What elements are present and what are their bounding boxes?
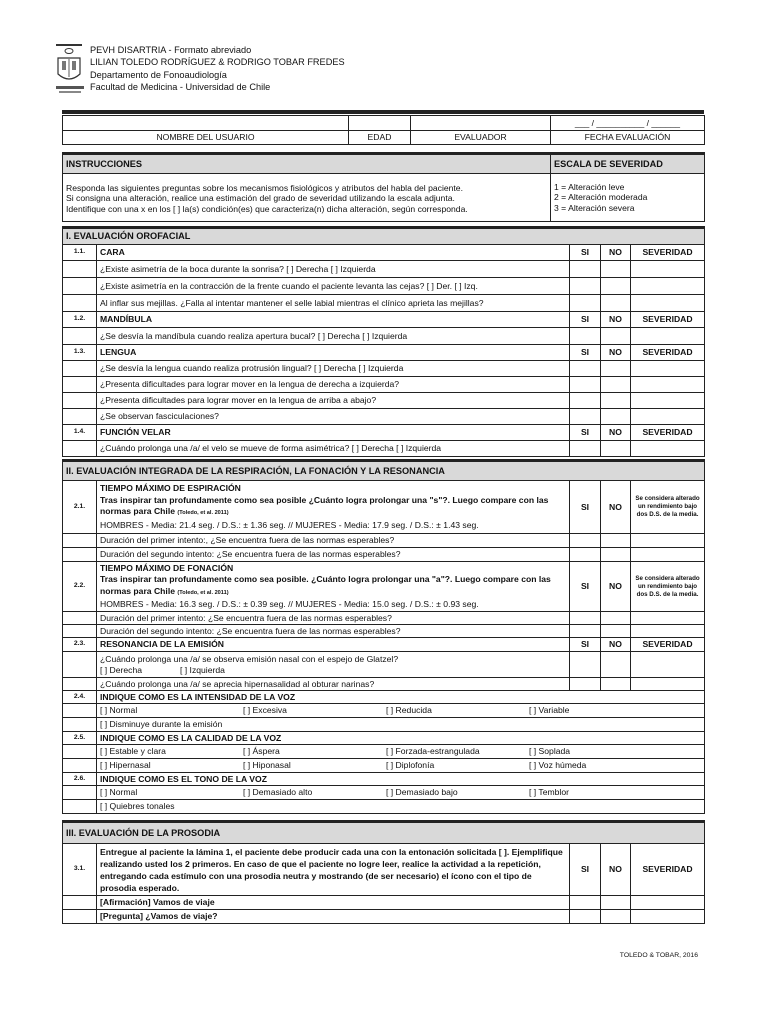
si-cell[interactable] <box>570 534 601 548</box>
question: ¿Presenta dificultades para lograr mover en la lengua de derecha a izquierda? <box>97 377 570 393</box>
severity-cell[interactable] <box>631 295 705 312</box>
item-number: 3.1. <box>63 844 97 896</box>
item-title: TIEMPO MÁXIMO DE ESPIRACIÓN <box>100 483 241 493</box>
severity-cell[interactable] <box>631 441 705 457</box>
si-cell[interactable] <box>570 361 601 377</box>
severity-cell[interactable] <box>631 910 705 924</box>
no-header: NO <box>601 345 631 361</box>
severity-cell[interactable] <box>631 678 705 691</box>
option-checkbox[interactable]: [ ] Temblor <box>529 787 569 798</box>
question: ¿Se desvía la lengua cuando realiza protrusión lingual? [ ] Derecha [ ] Izquierda <box>97 361 570 377</box>
no-cell[interactable] <box>601 261 631 278</box>
age-field[interactable] <box>349 116 411 131</box>
section-title: I. EVALUACIÓN OROFACIAL <box>63 228 705 245</box>
header-line-2: LILIAN TOLEDO RODRÍGUEZ & RODRIGO TOBAR FREDES <box>90 57 345 68</box>
item-instruction: Tras inspirar tan profundamente como sea posible ¿Cuánto logra prolongar una "s"?. Luego compare con las normas para Chile <box>100 494 549 516</box>
no-cell[interactable] <box>601 441 631 457</box>
no-cell[interactable] <box>601 409 631 425</box>
section-title: II. EVALUACIÓN INTEGRADA DE LA RESPIRACIÓN, LA FONACIÓN Y LA RESONANCIA <box>63 461 705 481</box>
no-cell[interactable] <box>601 295 631 312</box>
si-cell[interactable] <box>570 261 601 278</box>
option-checkbox[interactable]: [ ] Estable y clara <box>100 746 166 757</box>
no-cell[interactable] <box>601 328 631 345</box>
university-logo <box>56 44 86 96</box>
si-header: SI <box>570 312 601 328</box>
question: ¿Cuándo prolonga una /a/ se observa emisión nasal con el espejo de Glatzel? <box>100 654 399 664</box>
item-title: CARA <box>97 245 570 261</box>
question: ¿Existe asimetría de la boca durante la sonrisa? [ ] Derecha [ ] Izquierda <box>97 261 570 278</box>
section-prosodia <box>62 820 705 924</box>
option-checkbox[interactable]: [ ] Áspera <box>243 746 280 757</box>
severity-cell[interactable] <box>631 261 705 278</box>
item-number: 1.2. <box>63 312 97 328</box>
severity-cell[interactable] <box>631 625 705 638</box>
question: ¿Existe asimetría en la contracción de la frente cuando el paciente levanta las cejas? [ ] Der. [ ] Izq. <box>97 278 570 295</box>
instructions-title: INSTRUCCIONES <box>63 154 551 174</box>
severity-cell[interactable] <box>631 328 705 345</box>
item-number: 1.4. <box>63 425 97 441</box>
option-checkbox[interactable]: [ ] Soplada <box>529 746 571 757</box>
option-checkbox[interactable]: [ ] Excesiva <box>243 705 287 716</box>
item-title: INDIQUE COMO ES LA INTENSIDAD DE LA VOZ <box>97 691 705 704</box>
evaluator-field[interactable] <box>411 116 551 131</box>
question: Duración del segundo intento: ¿Se encuentra fuera de las normas esperables? <box>97 548 570 562</box>
item-title: TIEMPO MÁXIMO DE FONACIÓN <box>100 562 234 573</box>
citation: (Toledo, et al. 2011) <box>177 589 229 596</box>
header-line-1: PEVH DISARTRIA - Formato abreviado <box>90 45 252 55</box>
si-cell[interactable] <box>570 377 601 393</box>
si-cell[interactable] <box>570 612 601 625</box>
section-title: III. EVALUACIÓN DE LA PROSODIA <box>63 822 705 844</box>
item-number: 2.6. <box>63 773 97 786</box>
question: ¿Se observan fasciculaciones? <box>97 409 570 425</box>
norms: HOMBRES - Media: 16.3 seg. / D.S.: ± 0.39 seg. // MUJERES - Media: 15.0 seg. / D.S.: ± 0.93 seg. <box>100 599 479 609</box>
item-number: 2.5. <box>63 732 97 745</box>
option-checkbox[interactable]: [ ] Demasiado bajo <box>386 787 458 798</box>
name-field[interactable] <box>63 116 349 131</box>
si-cell[interactable] <box>570 625 601 638</box>
no-cell[interactable] <box>601 910 631 924</box>
si-cell[interactable] <box>570 652 601 678</box>
label-evaluador: EVALUADOR <box>411 131 551 145</box>
si-header: SI <box>570 425 601 441</box>
checkbox-derecha[interactable]: [ ] Derecha <box>100 664 143 675</box>
header-line-4: Facultad de Medicina - Universidad de Chile <box>90 81 271 92</box>
item-title: FUNCIÓN VELAR <box>97 425 570 441</box>
prosody-item: [Afirmación] Vamos de viaje <box>97 896 570 910</box>
norm-note: Se considera alterado un rendimiento bajo dos D.S. de la media. <box>631 481 705 534</box>
severity-cell[interactable] <box>631 652 705 678</box>
question: ¿Se desvía la mandíbula cuando realiza apertura bucal? [ ] Derecha [ ] Izquierda <box>97 328 570 345</box>
item-title: INDIQUE COMO ES LA CALIDAD DE LA VOZ <box>97 732 705 745</box>
si-cell[interactable] <box>570 441 601 457</box>
no-cell[interactable] <box>601 361 631 377</box>
no-header: NO <box>601 312 631 328</box>
no-header: NO <box>601 425 631 441</box>
prosody-item: [Pregunta] ¿Vamos de viaje? <box>97 910 570 924</box>
severidad-header: SEVERIDAD <box>631 844 705 896</box>
question: ¿Cuándo prolonga una /a/ el velo se mueve de forma asimétrica? [ ] Derecha [ ] Izquierda <box>97 441 570 457</box>
no-header: NO <box>601 844 631 896</box>
option-checkbox[interactable]: [ ] Reducida <box>386 705 432 716</box>
question: Duración del segundo intento: ¿Se encuentra fuera de las normas esperables? <box>97 625 570 638</box>
item-number: 2.2. <box>63 562 97 612</box>
question: Duración del primer intento:, ¿Se encuentra fuera de las normas esperables? <box>97 534 570 548</box>
question: ¿Presenta dificultades para lograr mover en la lengua de arriba a abajo? <box>97 393 570 409</box>
scale-item: 2 = Alteración moderada <box>554 192 648 203</box>
item-title: LENGUA <box>97 345 570 361</box>
severity-cell[interactable] <box>631 534 705 548</box>
severity-cell[interactable] <box>631 278 705 295</box>
section-respiracion-fonacion <box>62 459 705 814</box>
severidad-header: SEVERIDAD <box>631 312 705 328</box>
option-checkbox[interactable]: [ ] Variable <box>529 705 570 716</box>
norm-note: Se considera alterado un rendimiento bajo dos D.S. de la media. <box>631 562 705 612</box>
instructions-table <box>62 152 705 222</box>
severity-cell[interactable] <box>631 612 705 625</box>
severity-cell[interactable] <box>631 377 705 393</box>
severidad-header: SEVERIDAD <box>631 425 705 441</box>
severity-cell[interactable] <box>631 409 705 425</box>
no-cell[interactable] <box>601 548 631 562</box>
si-cell[interactable] <box>570 910 601 924</box>
item-number: 1.3. <box>63 345 97 361</box>
si-cell[interactable] <box>570 393 601 409</box>
scale-item: 3 = Alteración severa <box>554 202 635 213</box>
option-checkbox[interactable]: [ ] Voz húmeda <box>529 760 587 771</box>
question: Duración del primer intento: ¿Se encuentra fuera de las normas esperables? <box>97 612 570 625</box>
no-cell[interactable] <box>601 625 631 638</box>
option-checkbox[interactable]: [ ] Normal <box>100 705 138 716</box>
si-cell[interactable] <box>570 678 601 691</box>
option-checkbox[interactable]: [ ] Forzada-estrangulada <box>386 746 480 757</box>
severity-cell[interactable] <box>631 548 705 562</box>
no-cell[interactable] <box>601 377 631 393</box>
no-header: NO <box>601 245 631 261</box>
option-checkbox[interactable]: [ ] Quiebres tonales <box>100 801 175 812</box>
label-edad: EDAD <box>349 131 411 145</box>
severidad-header: SEVERIDAD <box>631 638 705 652</box>
instruction-line: Responda las siguientes preguntas sobre los mecanismos fisiológicos y atributos del habla del paciente. <box>66 182 463 193</box>
scale-item: 1 = Alteración leve <box>554 181 625 192</box>
citation: (Toledo, et al. 2011) <box>177 510 229 516</box>
severity-cell[interactable] <box>631 393 705 409</box>
no-cell[interactable] <box>601 534 631 548</box>
item-number: 2.1. <box>63 481 97 534</box>
no-header: NO <box>601 638 631 652</box>
no-cell[interactable] <box>601 652 631 678</box>
no-cell[interactable] <box>601 612 631 625</box>
si-cell[interactable] <box>570 295 601 312</box>
question: ¿Cuándo prolonga una /a/ se aprecia hipernasalidad al obturar narinas? <box>97 678 570 691</box>
item-number: 1.1. <box>63 245 97 261</box>
item-instruction: Tras inspirar tan profundamente como sea posible. ¿Cuánto logra prolongar una "a"?. Luego compare con las normas para Chile <box>100 574 551 596</box>
top-rule <box>62 110 704 114</box>
severidad-header: SEVERIDAD <box>631 345 705 361</box>
severity-cell[interactable] <box>631 361 705 377</box>
instruction-line: Si consigna una alteración, realice una estimación del grado de severidad utilizando la escala adjunta. <box>66 193 455 204</box>
header-line-3: Departamento de Fonoaudiología <box>90 69 227 80</box>
severity-cell[interactable] <box>631 896 705 910</box>
item-title: RESONANCIA DE LA EMISIÓN <box>97 638 570 652</box>
scale-title: ESCALA DE SEVERIDAD <box>551 154 705 174</box>
si-header: SI <box>570 245 601 261</box>
no-cell[interactable] <box>601 393 631 409</box>
item-number: 2.4. <box>63 691 97 704</box>
si-header: SI <box>570 844 601 896</box>
option-checkbox[interactable]: [ ] Normal <box>100 787 138 798</box>
no-cell[interactable] <box>601 278 631 295</box>
label-fecha: FECHA EVALUACIÓN <box>551 131 705 145</box>
option-checkbox[interactable]: [ ] Demasiado alto <box>243 787 313 798</box>
item-title: INDIQUE COMO ES EL TONO DE LA VOZ <box>97 773 705 786</box>
footer-credit: TOLEDO & TOBAR, 2016 <box>619 952 698 959</box>
no-cell[interactable] <box>601 896 631 910</box>
si-header: SI <box>570 345 601 361</box>
item-title: MANDÍBULA <box>97 312 570 328</box>
option-checkbox[interactable]: [ ] Disminuye durante la emisión <box>100 719 223 730</box>
si-cell[interactable] <box>570 548 601 562</box>
instruction-line: Identifique con una x en los [ ] la(s) condición(es) que caracteriza(n) dicha alteración, según corresponda. <box>66 203 468 214</box>
date-field[interactable]: ___ / __________ / ______ <box>551 116 705 131</box>
option-checkbox[interactable]: [ ] Hipernasal <box>100 760 151 771</box>
label-nombre: NOMBRE DEL USUARIO <box>63 131 349 145</box>
item-number: 2.3. <box>63 638 97 652</box>
question: Al inflar sus mejillas. ¿Falla al intentar mantener el selle labial mientras el clínico aprieta las mejillas? <box>97 295 570 312</box>
identification-table <box>62 115 705 145</box>
si-header: SI <box>570 481 601 534</box>
si-cell[interactable] <box>570 278 601 295</box>
checkbox-izquierda[interactable]: [ ] Izquierda <box>180 664 225 675</box>
si-cell[interactable] <box>570 409 601 425</box>
severidad-header: SEVERIDAD <box>631 245 705 261</box>
option-checkbox[interactable]: [ ] Diplofonía <box>386 760 435 771</box>
option-checkbox[interactable]: [ ] Hiponasal <box>243 760 291 771</box>
no-header: NO <box>601 562 631 612</box>
section-orofacial <box>62 226 705 457</box>
si-cell[interactable] <box>570 896 601 910</box>
norms: HOMBRES - Media: 21.4 seg. / D.S.: ± 1.36 seg. // MUJERES - Media: 17.9 seg. / D.S.: ± 1.43 seg. <box>100 519 479 530</box>
si-cell[interactable] <box>570 328 601 345</box>
no-header: NO <box>601 481 631 534</box>
si-header: SI <box>570 562 601 612</box>
si-header: SI <box>570 638 601 652</box>
no-cell[interactable] <box>601 678 631 691</box>
item-instruction: Entregue al paciente la lámina 1, el paciente debe producir cada una con la entonación solicitada [ ]. Ejemplifique realizando usted los 2 primeros. En caso de que el paciente no logre leer, realice la actividad a la repetición, entregando cada estímulo con una prosodia neutra y mostrando (de ser necesario) el ícono con el tipo de prosodia esperado. <box>97 844 570 896</box>
